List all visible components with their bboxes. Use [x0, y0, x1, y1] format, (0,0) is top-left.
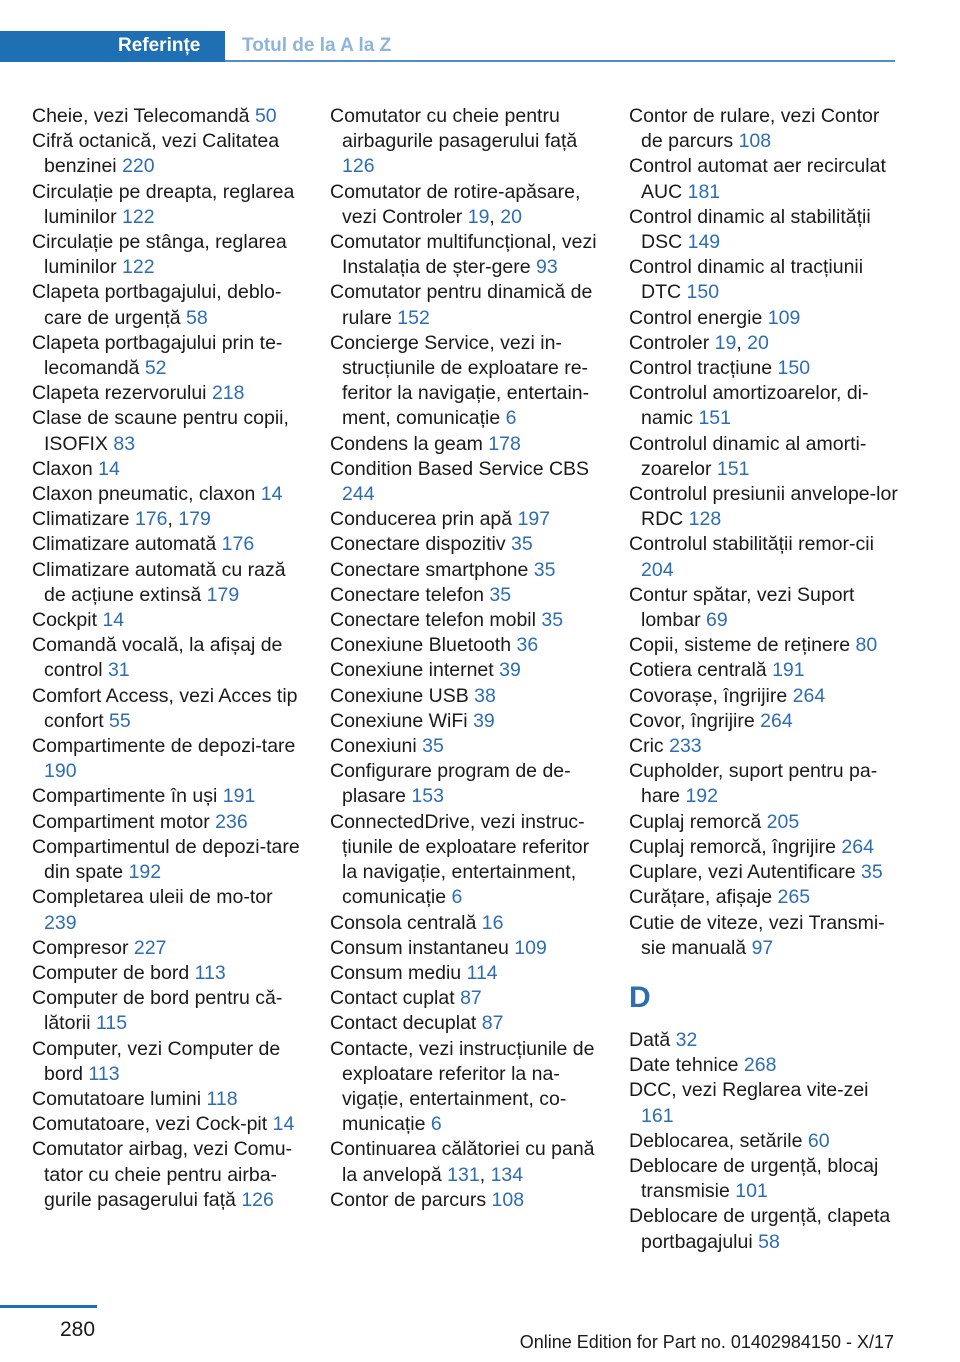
- page-reference-link[interactable]: 87: [481, 1012, 504, 1035]
- page-reference-link[interactable]: 14: [98, 457, 120, 480]
- index-entry: [330, 432, 606, 457]
- page-reference-link[interactable]: 109: [514, 936, 547, 959]
- index-entry-text: Conectare telefon mobil: [330, 609, 536, 632]
- index-entry: [629, 810, 905, 835]
- page-reference-link[interactable]: 239: [44, 911, 77, 934]
- index-entry-text: Control dinamic al tracțiunii DTC: [629, 256, 864, 304]
- page-reference-link[interactable]: 16: [481, 911, 504, 934]
- index-entry: [629, 885, 905, 910]
- index-entry: [629, 532, 905, 582]
- index-entry: [32, 406, 308, 456]
- page-reference-link[interactable]: 151: [716, 457, 750, 480]
- index-entry: [629, 1204, 905, 1254]
- page-reference-link[interactable]: 149: [687, 231, 721, 254]
- page-reference-link[interactable]: 122: [122, 205, 155, 228]
- index-entry: [629, 432, 905, 482]
- footer-rule: [0, 1305, 97, 1308]
- header-rule: [225, 60, 895, 62]
- index-entry-text: Comutator cu cheie pentru airbagurile pasagerului față: [330, 105, 578, 153]
- index-entry-text: Comandă vocală, la afișaj de control: [32, 634, 283, 682]
- index-entry-text: Condens la geam: [330, 432, 483, 455]
- page-reference-link[interactable]: 205: [766, 810, 800, 833]
- page-reference-link[interactable]: 268: [743, 1054, 777, 1077]
- index-entry: [330, 810, 606, 911]
- page-reference-link[interactable]: 126: [241, 1188, 274, 1211]
- page-reference-link[interactable]: 108: [491, 1188, 525, 1211]
- index-entry-text: Control tracțiune: [629, 357, 773, 380]
- index-entry-text: Cotiera centrală: [629, 659, 767, 682]
- page-reference-link[interactable]: 151: [698, 407, 731, 430]
- index-entry-text: Controlul presiunii anvelope‐lor RDC: [629, 483, 898, 531]
- index-entry: [330, 457, 606, 507]
- page-reference-link[interactable]: 35: [489, 583, 512, 606]
- index-entry: [32, 936, 308, 961]
- index-entry: [330, 104, 606, 180]
- page-reference-link[interactable]: 14: [272, 1113, 295, 1136]
- page-reference-link[interactable]: 233: [669, 735, 702, 758]
- index-entry: [330, 532, 606, 557]
- index-entry: [629, 633, 905, 658]
- page-number: 280: [60, 1318, 96, 1341]
- index-entry: [32, 1037, 308, 1087]
- index-entry-text: Controlul stabilității remor‐cii: [629, 533, 874, 556]
- index-entry: [629, 860, 905, 885]
- page-reference-link[interactable]: 150: [777, 357, 811, 380]
- index-entry: [330, 230, 606, 280]
- index-entry: [32, 986, 308, 1036]
- index-entry: [32, 608, 308, 633]
- index-entry-text: Comutator multifuncțional, vezi Instalația de șter‐gere: [330, 231, 597, 279]
- index-entry: [32, 532, 308, 557]
- page-reference-link[interactable]: 128: [688, 508, 722, 531]
- edition-note: Online Edition for Part no. 01402984150 - X/17: [519, 1332, 894, 1352]
- page-reference-link[interactable]: 20: [747, 331, 769, 354]
- page-reference-link[interactable]: 227: [133, 936, 167, 959]
- index-entry-text: Contact decuplat: [330, 1012, 477, 1035]
- index-entry-text: Compartiment motor: [32, 810, 210, 833]
- index-entry-text: Computer de bord: [32, 961, 190, 984]
- index-entry: [629, 1028, 905, 1053]
- index-entry: [629, 1078, 905, 1128]
- index-entry-text: Compartimente în uși: [32, 785, 218, 808]
- index-entry: [330, 936, 606, 961]
- page-reference-link[interactable]: 50: [254, 105, 277, 127]
- index-entry: [629, 583, 905, 633]
- page-reference-link[interactable]: 35: [422, 735, 444, 758]
- index-entry-text: Date tehnice: [629, 1054, 739, 1077]
- index-entry-text: Cifră octanică, vezi Calitatea benzinei: [32, 130, 280, 178]
- index-entry: [32, 230, 308, 280]
- index-entry-text: Climatizare automată cu rază de acțiune extinsă: [32, 558, 286, 606]
- index-entry: [330, 911, 606, 936]
- index-entry: [629, 482, 905, 532]
- index-entry-text: Cric: [629, 735, 664, 758]
- index-entry: [330, 331, 606, 432]
- page-reference-link[interactable]: 264: [792, 684, 826, 707]
- index-entry-text: Covor, îngrijire: [629, 709, 755, 732]
- page-reference-link[interactable]: 52: [144, 357, 167, 380]
- index-entry: [629, 658, 905, 683]
- index-entry: [629, 154, 905, 204]
- index-entry: [629, 911, 905, 961]
- index-entry: [330, 986, 606, 1011]
- index-entry: [330, 961, 606, 986]
- page-reference-link[interactable]: 58: [758, 1230, 780, 1253]
- index-entry-text: Cheie, vezi Telecomandă: [32, 105, 250, 127]
- page-reference-link[interactable]: 118: [206, 1087, 238, 1110]
- page-reference-link[interactable]: 181: [687, 180, 721, 203]
- index-entry-text: Contact cuplat: [330, 987, 455, 1010]
- index-entry: [32, 280, 308, 330]
- index-entry-text: Controler: [629, 331, 710, 354]
- index-entry: [32, 482, 308, 507]
- index-entry: [32, 961, 308, 986]
- index-entry: [629, 1129, 905, 1154]
- index-entry: Controler 19, 20: [629, 331, 769, 354]
- page-reference-link[interactable]: 244: [342, 483, 375, 506]
- index-entry: [32, 734, 308, 784]
- index-entry: [32, 684, 308, 734]
- index-entry: [32, 784, 308, 809]
- page-reference-link[interactable]: 176: [221, 533, 255, 556]
- page-reference-link[interactable]: 39: [499, 659, 521, 682]
- page-reference-link[interactable]: 192: [128, 861, 162, 884]
- page-reference-link[interactable]: 204: [641, 558, 674, 581]
- index-entry-text: Clapeta portbagajului prin te‐lecomandă: [32, 331, 283, 380]
- page-reference-link[interactable]: 32: [675, 1028, 698, 1051]
- index-entry-text: Control automat aer recirculat AUC: [629, 155, 886, 203]
- index-entry: [32, 129, 308, 179]
- page-reference-link[interactable]: 39: [473, 709, 495, 732]
- page-reference-link[interactable]: 115: [96, 1012, 128, 1035]
- index-entry-text: Deblocare de urgență, blocaj transmisie: [629, 1154, 879, 1203]
- index-entry: [32, 633, 308, 683]
- page-reference-link[interactable]: 36: [516, 634, 539, 657]
- index-entry: [629, 734, 905, 759]
- index-entry: [629, 255, 905, 305]
- index-entry-text: Contor de parcurs: [330, 1188, 487, 1211]
- page-reference-link[interactable]: 6: [451, 886, 463, 909]
- index-entry: [629, 205, 905, 255]
- index-entry-text: Contur spătar, vezi Suport lombar: [629, 583, 855, 632]
- index-entry: [32, 457, 308, 482]
- index-entry-text: Climatizare automată: [32, 533, 217, 556]
- index-letter-heading: D: [629, 980, 651, 1014]
- index-entry-text: Comfort Access, vezi Acces tip confort: [32, 684, 298, 732]
- page-reference-link[interactable]: 122: [122, 256, 155, 279]
- index-entry-text: Conectare smartphone: [330, 558, 529, 581]
- page-reference-link[interactable]: 192: [685, 785, 718, 808]
- page-reference-link[interactable]: 108: [738, 130, 772, 153]
- index-entry-text: Deblocarea, setările: [629, 1129, 803, 1152]
- index-entry: Continuarea călătoriei cu pană la anvelopă 131, 134: [330, 1138, 595, 1186]
- page-reference-link[interactable]: 126: [342, 155, 375, 178]
- page-reference-link[interactable]: 114: [466, 961, 498, 984]
- page-reference-link[interactable]: 69: [706, 609, 728, 632]
- index-entry: [629, 759, 905, 809]
- index-entry-text: Conexiune Bluetooth: [330, 634, 512, 657]
- index-entry: [32, 1087, 308, 1112]
- index-entry: [330, 1037, 606, 1138]
- page-reference-link[interactable]: 161: [641, 1104, 674, 1127]
- index-entry: [330, 608, 606, 633]
- index-entry: [330, 658, 606, 683]
- page-reference-link[interactable]: 80: [855, 634, 878, 657]
- index-column-2: [330, 104, 606, 1213]
- index-entry-text: Copii, sisteme de reținere: [629, 634, 851, 657]
- index-entry: [32, 331, 308, 381]
- page-reference-link[interactable]: 93: [536, 256, 558, 279]
- index-entry: [330, 709, 606, 734]
- index-entry: [32, 1137, 308, 1213]
- page-reference-link[interactable]: 19: [714, 331, 737, 354]
- index-entry-text: Comutator airbag, vezi Comu‐tator cu cheie pentru airba‐gurile pasagerului față: [32, 1138, 293, 1211]
- index-entry-text: DCC, vezi Reglarea vite‐zei: [629, 1079, 869, 1102]
- index-entry: [32, 381, 308, 406]
- index-entry-text: Consola centrală: [330, 911, 477, 934]
- index-entry-text: Compartimentul de depozi‐tare din spate: [32, 835, 300, 884]
- page-reference-link[interactable]: 14: [102, 609, 125, 632]
- index-entry-text: Contor de rulare, vezi Contor de parcurs: [629, 105, 880, 153]
- index-entry-text: Computer, vezi Computer de bord: [32, 1037, 281, 1085]
- index-entry-text: Conectare telefon: [330, 583, 484, 606]
- index-entry-text: Cutie de viteze, vezi Transmi‐sie manuală: [629, 911, 885, 959]
- index-entry-text: Cupholder, suport pentru pa‐hare: [629, 760, 878, 808]
- index-entry: [32, 180, 308, 230]
- index-entry-text: Deblocare de urgență, clapeta portbagajului: [629, 1205, 891, 1253]
- page-reference-link[interactable]: 178: [488, 432, 521, 455]
- index-entry-text: Control dinamic al stabilității DSC: [629, 205, 871, 254]
- index-entry: [330, 558, 606, 583]
- page-reference-link[interactable]: 134: [490, 1163, 524, 1186]
- tab-totul-de-la-a-la-z[interactable]: Totul de la A la Z: [242, 35, 392, 56]
- index-entry: [330, 507, 606, 532]
- index-entry-text: Conexiune WiFi: [330, 709, 468, 732]
- index-entry-text: Contacte, vezi instrucțiunile de exploatare referitor la na‐vigație, entertainment, co‐municație: [330, 1037, 595, 1136]
- index-entry-text: Comutator pentru dinamică de rulare: [330, 281, 593, 329]
- index-entry-text: Claxon pneumatic, claxon: [32, 483, 256, 506]
- index-entry: [32, 885, 308, 935]
- index-entry-text: Comutator de rotire-apăsare, vezi Controler: [330, 180, 581, 228]
- index-entry-text: Clase de scaune pentru copii, ISOFIX: [32, 407, 289, 455]
- index-entry-text: Controlul dinamic al amorti‐zoarelor: [629, 432, 867, 480]
- index-entry: [330, 759, 606, 809]
- index-column-1: [32, 104, 308, 1213]
- page-reference-link[interactable]: 265: [777, 886, 811, 909]
- page-reference-link[interactable]: 31: [107, 659, 130, 682]
- page-reference-link[interactable]: 83: [113, 432, 136, 455]
- index-entry: [629, 709, 905, 734]
- index-entry: [629, 381, 905, 431]
- index-entry: [32, 104, 308, 129]
- page-reference-link[interactable]: 35: [511, 533, 533, 556]
- page-reference-link[interactable]: 6: [430, 1113, 442, 1136]
- index-entry-text: Conexiuni: [330, 735, 417, 758]
- page-reference-link[interactable]: 58: [186, 306, 208, 329]
- index-entry-text: Consum instantaneu: [330, 936, 509, 959]
- index-entry-text: Climatizare: [32, 508, 130, 531]
- index-entry: [629, 1053, 905, 1078]
- index-entry-text: Conducerea prin apă: [330, 508, 513, 531]
- index-entry: [629, 356, 905, 381]
- index-entry: [330, 684, 606, 709]
- index-entry-text: Dată: [629, 1028, 671, 1051]
- index-entry: [629, 306, 905, 331]
- index-entry: [330, 583, 606, 608]
- index-entry: [32, 810, 308, 835]
- index-entry-text: Computer de bord pentru că‐lătorii: [32, 987, 283, 1035]
- page-reference-link[interactable]: 87: [460, 987, 482, 1010]
- index-entry-text: Comutatoare, vezi Cock‐pit: [32, 1113, 268, 1136]
- index-entry: [32, 558, 308, 608]
- index-entry: [629, 104, 905, 154]
- index-entry: [629, 835, 905, 860]
- page-reference-link[interactable]: 101: [735, 1180, 768, 1203]
- page-reference-link[interactable]: 35: [533, 558, 556, 581]
- index-entry-text: Continuarea călătoriei cu pană la anvelopă: [330, 1138, 595, 1186]
- page-reference-link[interactable]: 264: [841, 835, 874, 858]
- index-entry: [32, 835, 308, 885]
- index-entry-text: Cockpit: [32, 609, 98, 632]
- index-column-3: [629, 104, 905, 1255]
- index-entry-text: Clapeta rezervorului: [32, 382, 207, 405]
- page-reference-link[interactable]: 152: [397, 306, 430, 329]
- page-reference-link[interactable]: 113: [88, 1062, 120, 1085]
- page-reference-link[interactable]: 220: [122, 155, 155, 178]
- page-reference-link[interactable]: 191: [222, 785, 256, 808]
- index-entry: [330, 1011, 606, 1036]
- index-entry-text: Cuplare, vezi Autentificare: [629, 861, 856, 884]
- page-reference-link[interactable]: 191: [772, 659, 805, 682]
- index-entry-text: Covorașe, îngrijire: [629, 684, 788, 707]
- index-entry-text: Comutatoare lumini: [32, 1087, 202, 1110]
- page-reference-link[interactable]: 19: [467, 205, 490, 228]
- index-entry-text: Circulație pe stânga, reglarea luminilor: [32, 231, 287, 279]
- page-reference-link[interactable]: 55: [109, 709, 131, 732]
- page-reference-link[interactable]: 60: [807, 1129, 830, 1152]
- page-reference-link[interactable]: 150: [686, 281, 720, 304]
- page-reference-link[interactable]: 113: [194, 961, 226, 984]
- index-entry-text: Cuplaj remorcă, îngrijire: [629, 835, 836, 858]
- page-reference-link[interactable]: 131: [447, 1163, 480, 1186]
- page-reference-link[interactable]: 179: [206, 583, 240, 606]
- index-entry: [330, 633, 606, 658]
- index-entry-text: Conexiune internet: [330, 659, 494, 682]
- tab-referinte[interactable]: Referințe: [118, 35, 201, 56]
- index-entry-text: Control energie: [629, 306, 763, 329]
- index-entry-text: Claxon: [32, 457, 93, 480]
- index-entry-text: Compartimente de depozi‐tare: [32, 735, 296, 758]
- index-entry-text: Cuplaj remorcă: [629, 810, 762, 833]
- page-reference-link[interactable]: 35: [541, 609, 564, 632]
- index-entry: [629, 684, 905, 709]
- index-entry-text: Controlul amortizoarelor, di‐namic: [629, 382, 869, 430]
- page-reference-link[interactable]: 264: [760, 709, 793, 732]
- page-reference-link[interactable]: 197: [517, 508, 551, 531]
- page-reference-link[interactable]: 20: [500, 205, 522, 228]
- index-entry: [32, 1112, 308, 1137]
- page-reference-link[interactable]: 218: [211, 382, 245, 405]
- index-entry-text: Conectare dispozitiv: [330, 533, 506, 556]
- index-entry-text: Completarea uleii de mo‐tor: [32, 886, 273, 909]
- page-reference-link[interactable]: 179: [178, 508, 211, 531]
- index-entry: Climatizare 176, 179: [32, 508, 211, 531]
- page-reference-link[interactable]: 236: [215, 810, 248, 833]
- page-reference-link[interactable]: 38: [474, 684, 496, 707]
- index-entry-text: Conexiune USB: [330, 684, 469, 707]
- index-entry: [629, 1154, 905, 1204]
- page-reference-link[interactable]: 190: [44, 760, 77, 783]
- index-entry-text: Circulație pe dreapta, reglarea luminilor: [32, 180, 295, 228]
- index-entry: [330, 280, 606, 330]
- page-reference-link[interactable]: 109: [767, 306, 801, 329]
- index-entry-text: ConnectedDrive, vezi instruc‐țiunile de exploatare referitor la navigație, entertainment, comunicație: [330, 810, 590, 909]
- page-reference-link[interactable]: 176: [134, 508, 168, 531]
- index-entry-text: Configurare program de de‐plasare: [330, 760, 571, 808]
- index-entry: Comutator de rotire-apăsare, vezi Controler 19, 20: [330, 180, 581, 228]
- index-entry: [330, 734, 606, 759]
- page-reference-link[interactable]: 14: [260, 483, 283, 506]
- page-reference-link[interactable]: 97: [751, 936, 774, 959]
- index-entry-text: Consum mediu: [330, 961, 462, 984]
- page-reference-link[interactable]: 6: [505, 407, 517, 430]
- index-entry-text: Condition Based Service CBS: [330, 457, 590, 480]
- index-entry-text: Concierge Service, vezi in‐strucțiunile de exploatare re‐feritor la navigație, entertain‐ment, comunicație: [330, 331, 590, 430]
- index-entry-text: Clapeta portbagajului, deblo‐care de urgență: [32, 281, 282, 329]
- index-entry-text: Compresor: [32, 936, 129, 959]
- index-entry: [330, 1188, 606, 1213]
- header-bar: [0, 0, 960, 62]
- page-reference-link[interactable]: 153: [411, 785, 444, 808]
- index-entry-text: Curățare, afișaje: [629, 886, 773, 909]
- page-reference-link[interactable]: 35: [860, 861, 883, 884]
